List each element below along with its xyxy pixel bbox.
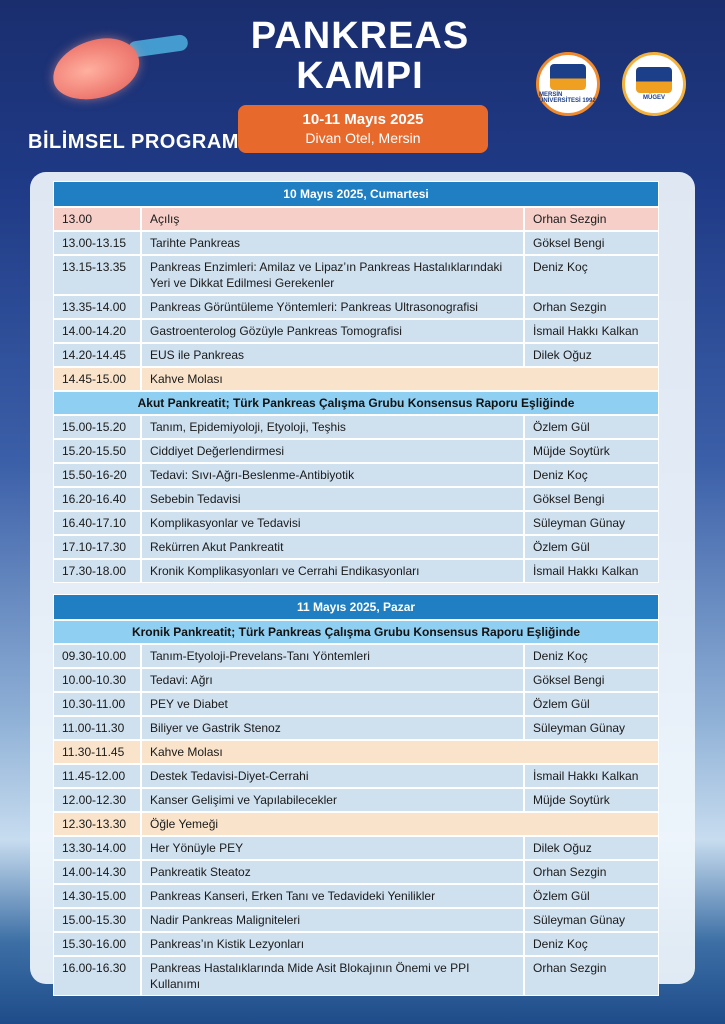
session-row [53, 788, 659, 812]
session-title: Rekürren Akut Pankreatit [141, 535, 524, 559]
session-row [53, 439, 659, 463]
day2-section [53, 594, 659, 996]
session-row [53, 644, 659, 668]
session-row [53, 487, 659, 511]
mersin-university-logo [536, 52, 600, 116]
day1-block1 [53, 207, 659, 391]
session-title: Destek Tedavisi-Diyet-Cerrahi [141, 764, 524, 788]
session-time: 13.00 [53, 207, 141, 231]
session-title: Ciddiyet Değerlendirmesi [141, 439, 524, 463]
title-line-2: KAMPI [296, 55, 424, 97]
session-time: 14.30-15.00 [53, 884, 141, 908]
session-speaker: Deniz Koç [524, 932, 659, 956]
session-time: 11.00-11.30 [53, 716, 141, 740]
session-title: Gastroenterolog Gözüyle Pankreas Tomografisi [141, 319, 524, 343]
session-time: 11.30-11.45 [53, 740, 141, 764]
session-speaker: İsmail Hakkı Kalkan [524, 319, 659, 343]
date-venue-box [238, 105, 488, 153]
program-subtitle: BİLİMSEL PROGRAM [28, 131, 239, 153]
session-row [53, 884, 659, 908]
session-time: 10.00-10.30 [53, 668, 141, 692]
session-title: Pankreas Kanseri, Erken Tanı ve Tedavideki Yenilikler [141, 884, 524, 908]
session-time: 13.15-13.35 [53, 255, 141, 295]
session-title: Kanser Gelişimi ve Yapılabilecekler [141, 788, 524, 812]
session-speaker: Dilek Oğuz [524, 836, 659, 860]
session-time: 14.00-14.30 [53, 860, 141, 884]
session-speaker: Özlem Gül [524, 692, 659, 716]
session-row [53, 535, 659, 559]
day1-section [53, 181, 659, 583]
session-row [53, 932, 659, 956]
session-speaker: Deniz Koç [524, 644, 659, 668]
event-venue: Divan Otel, Mersin [305, 130, 421, 146]
session-row [53, 692, 659, 716]
session-title: Pankreatik Steatoz [141, 860, 524, 884]
session-row [53, 295, 659, 319]
event-dates: 10-11 Mayıs 2025 [302, 111, 424, 128]
day2-rows [53, 644, 659, 996]
mugev-logo [622, 52, 686, 116]
logo1-text: MERSİN ÜNİVERSİTESİ 1992 [539, 92, 596, 104]
session-speaker: Orhan Sezgin [524, 860, 659, 884]
session-speaker: Göksel Bengi [524, 231, 659, 255]
session-time: 15.20-15.50 [53, 439, 141, 463]
title-line-1: PANKREAS [250, 15, 470, 57]
session-row [53, 836, 659, 860]
session-speaker: Süleyman Günay [524, 908, 659, 932]
session-row [53, 559, 659, 583]
session-row [53, 415, 659, 439]
program-panel [30, 172, 695, 991]
day1-block2 [53, 415, 659, 583]
session-time: 14.45-15.00 [53, 367, 141, 391]
mugev-emblem-icon [636, 67, 672, 93]
session-row [53, 463, 659, 487]
day1-sub-header: Akut Pankreatit; Türk Pankreas Çalışma Grubu Konsensus Raporu Eşliğinde [53, 391, 659, 415]
session-title: Tanım, Epidemiyoloji, Etyoloji, Teşhis [141, 415, 524, 439]
session-title: Pankreas Hastalıklarında Mide Asit Blokajının Önemi ve PPI Kullanımı [141, 956, 524, 996]
session-row [53, 255, 659, 295]
session-speaker: Göksel Bengi [524, 668, 659, 692]
session-title: Sebebin Tedavisi [141, 487, 524, 511]
session-time: 12.30-13.30 [53, 812, 141, 836]
session-row [53, 511, 659, 535]
session-time: 14.00-14.20 [53, 319, 141, 343]
session-row [53, 668, 659, 692]
session-speaker: Göksel Bengi [524, 487, 659, 511]
break-row [53, 740, 659, 764]
session-time: 13.00-13.15 [53, 231, 141, 255]
session-time: 15.50-16-20 [53, 463, 141, 487]
session-title: Biliyer ve Gastrik Stenoz [141, 716, 524, 740]
session-time: 13.30-14.00 [53, 836, 141, 860]
session-speaker: Özlem Gül [524, 535, 659, 559]
session-title: EUS ile Pankreas [141, 343, 524, 367]
session-time: 16.40-17.10 [53, 511, 141, 535]
session-title: Açılış [141, 207, 524, 231]
session-time: 15.30-16.00 [53, 932, 141, 956]
session-row [53, 343, 659, 367]
session-title: Pankreas Görüntüleme Yöntemleri: Pankreas Ultrasonografisi [141, 295, 524, 319]
session-title: Nadir Pankreas Maligniteleri [141, 908, 524, 932]
session-row [53, 319, 659, 343]
session-speaker: İsmail Hakkı Kalkan [524, 764, 659, 788]
session-time: 15.00-15.30 [53, 908, 141, 932]
session-title: Tarihte Pankreas [141, 231, 524, 255]
session-speaker: Özlem Gül [524, 415, 659, 439]
university-emblem-icon [550, 64, 586, 90]
day1-header: 10 Mayıs 2025, Cumartesi [53, 181, 659, 207]
break-row [53, 812, 659, 836]
session-speaker: Müjde Soytürk [524, 788, 659, 812]
session-title: Komplikasyonlar ve Tedavisi [141, 511, 524, 535]
session-speaker: Süleyman Günay [524, 716, 659, 740]
session-speaker: Deniz Koç [524, 463, 659, 487]
session-time: 10.30-11.00 [53, 692, 141, 716]
session-speaker: Orhan Sezgin [524, 207, 659, 231]
session-title: Kahve Molası [141, 740, 659, 764]
session-row [53, 231, 659, 255]
break-row [53, 367, 659, 391]
session-row [53, 764, 659, 788]
session-speaker: Orhan Sezgin [524, 295, 659, 319]
session-row [53, 860, 659, 884]
session-title: Tedavi: Ağrı [141, 668, 524, 692]
session-title: PEY ve Diabet [141, 692, 524, 716]
session-time: 17.10-17.30 [53, 535, 141, 559]
session-speaker: Deniz Koç [524, 255, 659, 295]
session-title: Kronik Komplikasyonları ve Cerrahi Endikasyonları [141, 559, 524, 583]
session-time: 12.00-12.30 [53, 788, 141, 812]
session-title: Pankreas’ın Kistik Lezyonları [141, 932, 524, 956]
session-speaker: Orhan Sezgin [524, 956, 659, 996]
session-title: Tanım-Etyoloji-Prevelans-Tanı Yöntemleri [141, 644, 524, 668]
session-time: 16.20-16.40 [53, 487, 141, 511]
event-title [200, 16, 520, 96]
session-time: 14.20-14.45 [53, 343, 141, 367]
session-speaker: Süleyman Günay [524, 511, 659, 535]
day2-header: 11 Mayıs 2025, Pazar [53, 594, 659, 620]
session-row [53, 956, 659, 996]
logo2-text: MÜGEV [642, 95, 665, 101]
session-time: 13.35-14.00 [53, 295, 141, 319]
session-title: Her Yönüyle PEY [141, 836, 524, 860]
session-time: 16.00-16.30 [53, 956, 141, 996]
session-time: 15.00-15.20 [53, 415, 141, 439]
session-title: Pankreas Enzimleri: Amilaz ve Lipaz’ın Pankreas Hastalıklarındaki Yeri ve Dikkat Edilmesi Gerekenler [141, 255, 524, 295]
session-speaker: Özlem Gül [524, 884, 659, 908]
session-title: Kahve Molası [141, 367, 659, 391]
session-title: Öğle Yemeği [141, 812, 659, 836]
session-row [53, 207, 659, 231]
day2-sub-header: Kronik Pankreatit; Türk Pankreas Çalışma Grubu Konsensus Raporu Eşliğinde [53, 620, 659, 644]
session-time: 17.30-18.00 [53, 559, 141, 583]
session-speaker: İsmail Hakkı Kalkan [524, 559, 659, 583]
session-row [53, 716, 659, 740]
session-title: Tedavi: Sıvı-Ağrı-Beslenme-Antibiyotik [141, 463, 524, 487]
session-row [53, 908, 659, 932]
session-speaker: Müjde Soytürk [524, 439, 659, 463]
session-time: 09.30-10.00 [53, 644, 141, 668]
session-time: 11.45-12.00 [53, 764, 141, 788]
session-speaker: Dilek Oğuz [524, 343, 659, 367]
